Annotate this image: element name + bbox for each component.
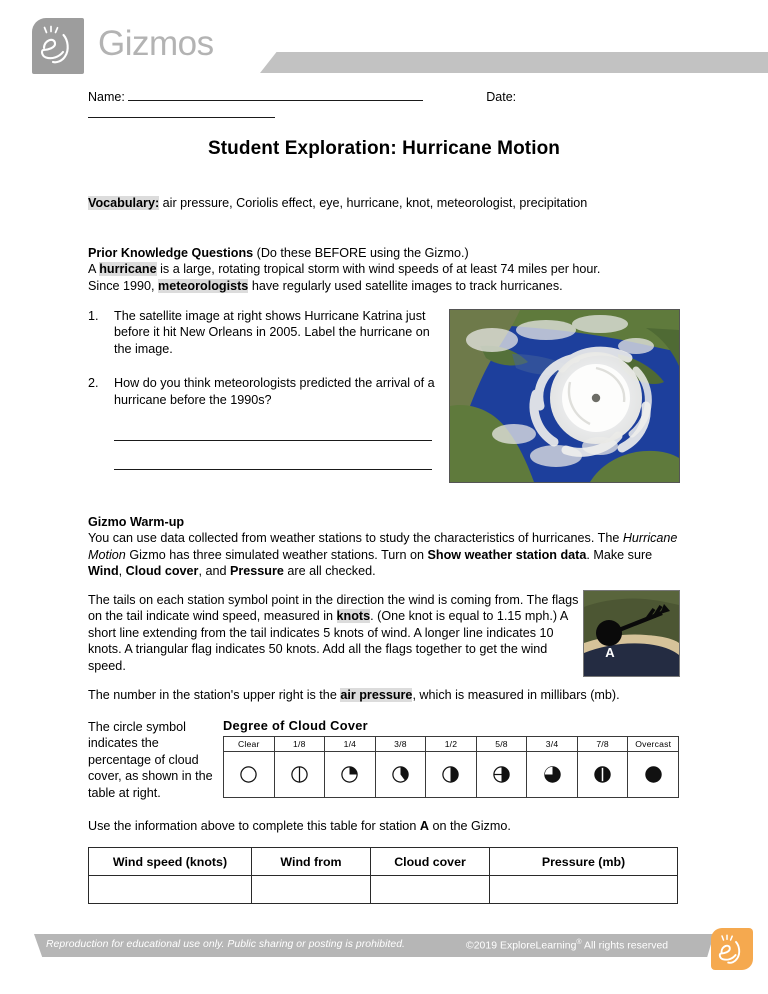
footer-company: 2019 ExploreLearning (473, 940, 577, 952)
cloud-header-7-8: 7/8 (577, 737, 628, 752)
col-pressure: Pressure (mb) (490, 848, 678, 876)
term-air-pressure: air pressure (340, 688, 413, 702)
control-wind: Wind (88, 564, 119, 579)
name-date-row (88, 88, 688, 122)
question-2-answer-line-1[interactable] (114, 414, 432, 441)
col-cloud-cover: Cloud cover (371, 848, 490, 876)
tails-b: . (One knot is equal to 1.15 mph.) A short line extending from the tail indicates 5 knots of wind. A longer line indicates 10 knots. A triangular flag indicates 50 knots. Add all the flags together to get the wind speed. (88, 609, 568, 673)
prior-knowledge-questions (88, 308, 438, 470)
cloud-table-header-row (224, 737, 679, 752)
cell-pressure[interactable] (490, 876, 678, 904)
cloud-header-overcast: Overcast (628, 737, 679, 752)
vocabulary-line (88, 195, 688, 211)
pk-l2-b: have regularly used satellite images to track hurricanes. (251, 278, 563, 293)
cloud-header-3-8: 3/8 (375, 737, 426, 752)
explorelearning-logo-icon (711, 928, 753, 970)
term-knots: knots (336, 609, 371, 624)
warmup-p1-c: . Make sure (586, 547, 653, 562)
eighth-circle-icon (274, 752, 325, 798)
station-a-reference: A (419, 819, 429, 833)
three-eighths-circle-icon (375, 752, 426, 798)
prior-knowledge-block (88, 245, 688, 294)
cloud-header-1-8: 1/8 (274, 737, 325, 752)
pk-l1-b: is a large, rotating tropical storm with wind speeds of at least 74 miles per hour. (160, 262, 601, 277)
term-meteorologists: meteorologists (158, 278, 249, 293)
complete-table-instruction (88, 818, 688, 834)
data-table-entry-row (89, 876, 678, 904)
footer-rights: All rights reserved (584, 940, 669, 952)
warmup-heading: Gizmo Warm-up (88, 515, 185, 529)
pk-l1-a: A (88, 262, 96, 277)
three-quarters-circle-icon (527, 752, 578, 798)
tails-a: The tails on each station symbol point in the direction the wind is coming from. The flags on the tail indicate wind speed, measured in (88, 593, 579, 624)
header-accent-bar (260, 52, 768, 73)
warmup-p1-b: Gizmo has three simulated weather stations. Turn on (129, 547, 425, 562)
gizmo-warmup-block (88, 514, 688, 580)
overcast-circle-icon (628, 752, 679, 798)
warmup-p1-f: are all checked. (287, 564, 376, 579)
seven-eighths-circle-icon (577, 752, 628, 798)
cloud-header-5-8: 5/8 (476, 737, 527, 752)
cloud-header-1-2: 1/2 (426, 737, 477, 752)
press-b: , which is measured in millibars (mb). (412, 688, 620, 702)
data-table-header-row (89, 848, 678, 876)
control-show-weather-station-data: Show weather station data (427, 547, 587, 562)
page-title: Student Exploration: Hurricane Motion (207, 138, 561, 159)
cloud-header-clear: Clear (224, 737, 275, 752)
press-a: The number in the station's upper right is the (88, 688, 337, 702)
date-input-line[interactable] (88, 105, 275, 118)
cloud-table-symbol-row (224, 752, 679, 798)
control-cloud-cover: Cloud cover (125, 564, 199, 579)
cloud-cover-table (223, 736, 679, 798)
prior-knowledge-heading-line (88, 245, 688, 261)
warmup-p1-e: , and (198, 564, 227, 579)
air-pressure-paragraph (88, 687, 688, 703)
station-a-data-table (88, 847, 678, 904)
question-1-number: 1. (88, 309, 99, 323)
page-header (32, 18, 744, 74)
vocabulary-label: Vocabulary: (88, 196, 160, 210)
question-2-text: How do you think meteorologists predicted the arrival of a hurricane before the 1990s? (114, 376, 435, 407)
col-wind-speed: Wind speed (knots) (89, 848, 252, 876)
cell-cloud-cover[interactable] (371, 876, 490, 904)
copyright-symbol: © (466, 940, 474, 952)
half-circle-icon (426, 752, 477, 798)
station-label: A (605, 645, 615, 660)
degree-of-cloud-cover-section (223, 718, 679, 798)
control-pressure: Pressure (229, 564, 284, 579)
registered-symbol: ® (576, 939, 582, 946)
station-tails-paragraph (88, 592, 580, 674)
date-label: Date: (486, 90, 517, 104)
hurricane-satellite-image (449, 309, 680, 483)
prior-knowledge-line-1 (88, 261, 688, 277)
warmup-p1-a: You can use data collected from weather stations to study the characteristics of hurricanes. The (88, 531, 620, 546)
station-symbol-image (583, 590, 680, 677)
five-eighths-circle-icon (476, 752, 527, 798)
pk-l2-a: Since 1990, (88, 278, 155, 293)
cloud-header-3-4: 3/4 (527, 737, 578, 752)
question-2-number: 2. (88, 376, 99, 391)
footer-copyright (466, 939, 668, 951)
warmup-paragraph (88, 530, 688, 579)
question-1 (88, 308, 438, 357)
quarter-circle-icon (325, 752, 376, 798)
gizmo-name: Hurricane Motion (88, 531, 678, 562)
prior-knowledge-line-2 (88, 278, 688, 294)
gizmos-logo-icon (32, 18, 84, 74)
warmup-p1-d: , (118, 564, 123, 579)
cloud-header-1-4: 1/4 (325, 737, 376, 752)
use-info-a: Use the information above to complete this table for station (88, 819, 417, 833)
clear-circle-icon (224, 752, 275, 798)
vocabulary-terms: air pressure, Coriolis effect, eye, hurricane, knot, meteorologist, precipitation (162, 196, 588, 210)
footer-usage-notice: Reproduction for educational use only. Public sharing or posting is prohibited. (46, 939, 405, 950)
term-hurricane: hurricane (99, 262, 157, 277)
name-input-line[interactable] (128, 88, 423, 101)
brand-name: Gizmos (98, 24, 214, 63)
cell-wind-from[interactable] (252, 876, 371, 904)
question-1-text: The satellite image at right shows Hurricane Katrina just before it hit New Orleans in 2005. Label the hurricane on the image. (114, 309, 430, 356)
cell-wind-speed[interactable] (89, 876, 252, 904)
question-2 (88, 375, 438, 408)
col-wind-from: Wind from (252, 848, 371, 876)
use-info-b: on the Gizmo. (432, 819, 511, 833)
prior-knowledge-heading: Prior Knowledge Questions (88, 246, 254, 260)
question-2-answer-line-2[interactable] (114, 441, 432, 470)
cloud-symbol-description: The circle symbol indicates the percentage of cloud cover, as shown in the table at right. (88, 720, 213, 800)
name-label: Name: (88, 90, 125, 104)
prior-knowledge-note: (Do these BEFORE using the Gizmo.) (256, 246, 469, 260)
cloud-table-title: Degree of Cloud Cover (223, 718, 368, 733)
